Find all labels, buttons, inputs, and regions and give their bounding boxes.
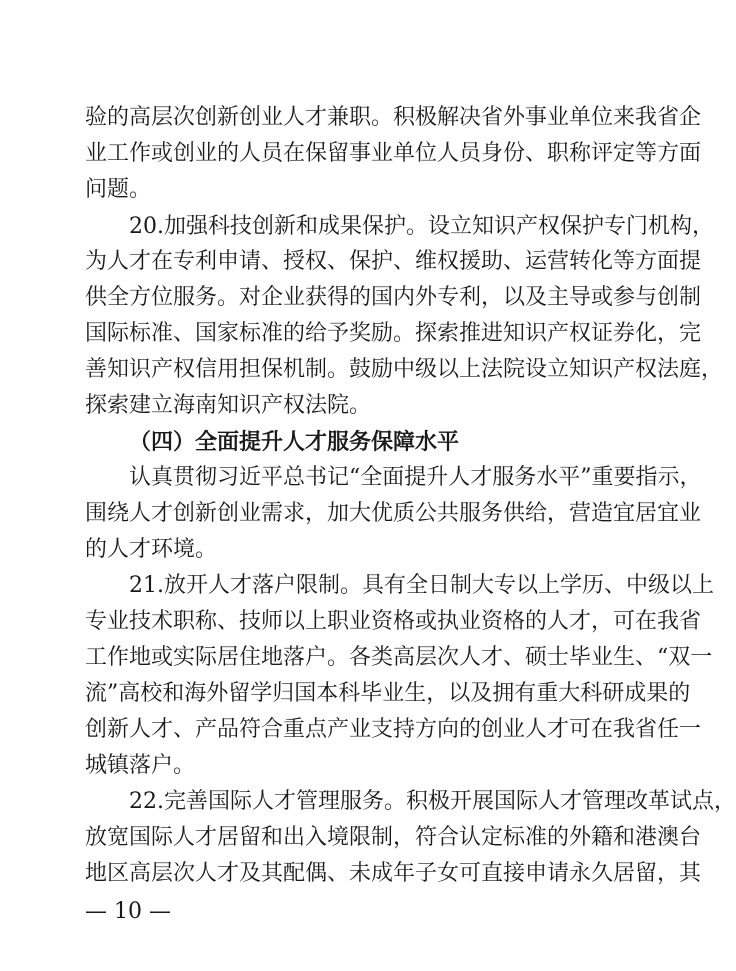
paragraph-line: 20.加强科技创新和成果保护。设立知识产权保护专门机构，	[129, 214, 714, 239]
paragraph-line: 善知识产权信用担保机制。鼓励中级以上法院设立知识产权法庭，	[85, 357, 724, 382]
paragraph-line: 问题。	[85, 177, 152, 202]
paragraph-line: 地区高层次人才及其配偶、未成年子女可直接申请永久居留，其	[85, 861, 702, 886]
paragraph-line: 工作地或实际居住地落户。各类高层次人才、硕士毕业生、“双一	[85, 645, 713, 670]
section-heading: （四）全面提升人才服务保障水平	[129, 429, 460, 455]
paragraph-line: 验的高层次创新创业人才兼职。积极解决省外事业单位来我省企	[85, 105, 702, 130]
paragraph-line: 流”高校和海外留学归国本科毕业生，以及拥有重大科研成果的	[85, 681, 691, 706]
paragraph-line: 业工作或创业的人员在保留事业单位人员身份、职称评定等方面	[85, 141, 702, 166]
paragraph-line: 放宽国际人才居留和出入境限制，符合认定标准的外籍和港澳台	[85, 825, 702, 850]
paragraph-line: 探索建立海南知识产权法院。	[85, 393, 372, 418]
paragraph-line: 为人才在专利申请、授权、保护、维权援助、运营转化等方面提	[85, 249, 702, 274]
paragraph-line: 22.完善国际人才管理服务。积极开展国际人才管理改革试点，	[129, 789, 736, 814]
paragraph-line: 认真贯彻习近平总书记“全面提升人才服务水平”重要指示，	[129, 465, 702, 490]
paragraph-line: 创新人才、产品符合重点产业支持方向的创业人才可在我省任一	[85, 717, 702, 742]
paragraph-line: 供全方位服务。对企业获得的国内外专利，以及主导或参与创制	[85, 285, 702, 310]
paragraph-line: 城镇落户。	[85, 753, 196, 778]
paragraph-line: 的人才环境。	[85, 537, 218, 562]
page-number: — 10 —	[85, 899, 171, 924]
paragraph-line: 专业技术职称、技师以上职业资格或执业资格的人才，可在我省	[85, 609, 702, 634]
paragraph-line: 国际标准、国家标准的给予奖励。探索推进知识产权证券化，完	[85, 321, 702, 346]
paragraph-line: 21.放开人才落户限制。具有全日制大专以上学历、中级以上	[129, 573, 714, 598]
paragraph-line: 围绕人才创新创业需求，加大优质公共服务供给，营造宜居宜业	[85, 501, 702, 526]
